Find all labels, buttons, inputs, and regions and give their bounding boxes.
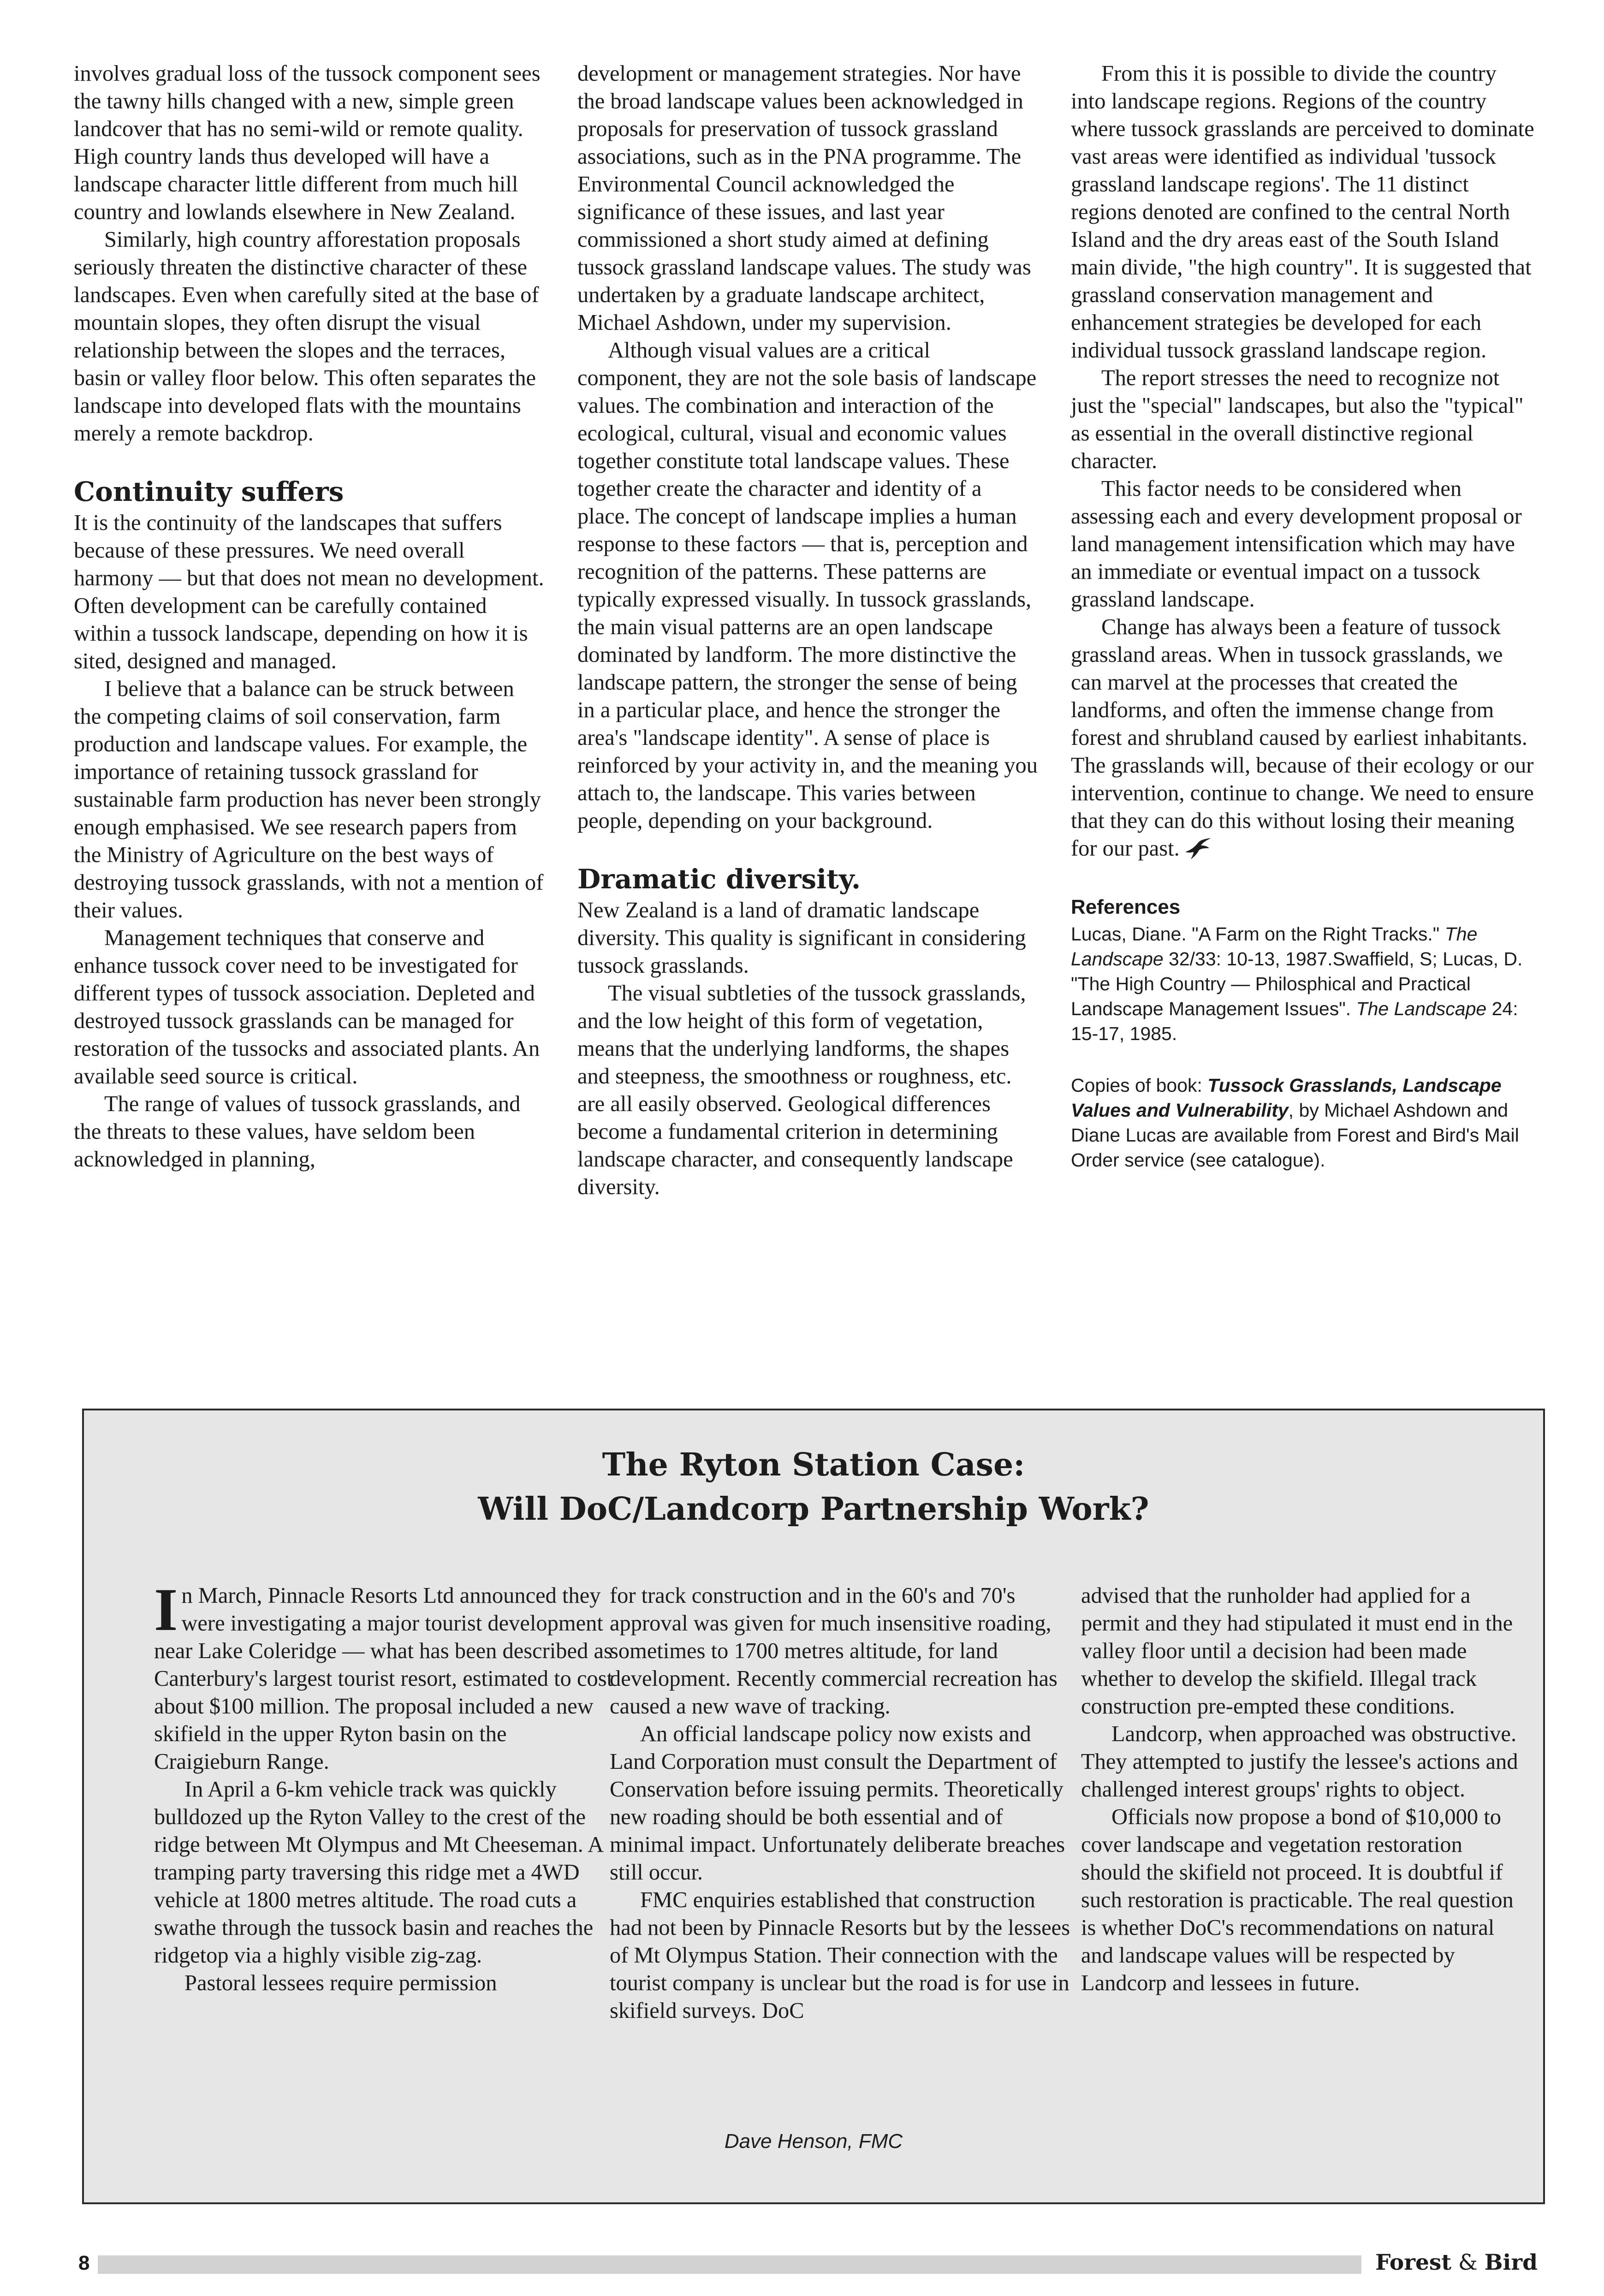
body-paragraph: This factor needs to be considered when assessing each and every development proposal or land management intensification which may have an immediate or eventual impact on a tussock grassland landscape. <box>1071 476 1522 612</box>
reference-entry: Lucas, Diane. "A Farm on the Right Tracks." The Landscape 32/33: 10-13, 1987.Swaffield, S; Lucas, D. "The High Country — Philosphical and Practical Landscape Management Issues". The Landscape 24: 15-17, 1985. <box>1071 923 1523 1044</box>
sidebar-column-2 <box>610 1582 1071 2025</box>
magazine-name: Forest & Bird <box>1375 2250 1538 2275</box>
sidebar-paragraph: for track construction and in the 60's and 70's approval was given for much insensitive roading, sometimes to 1700 metres altitude, for land development. Recently commercial recreation has caused a new wave of tracking. <box>610 1583 1057 1719</box>
sidebar-paragraph: In April a 6-km vehicle track was quickly bulldozed up the Ryton Valley to the crest of the ridge between Mt Olympus and Mt Cheeseman. A tramping party traversing this ridge met a 4WD vehicle at 1800 metres altitude. The road cuts a swathe through the tussock basin and reaches the ridgetop via a highly visible zig-zag. <box>154 1777 603 1968</box>
article-column-2 <box>577 60 1039 1201</box>
page-number: 8 <box>78 2252 90 2274</box>
body-paragraph: development or management strategies. Nor have the broad landscape values been acknowledged in proposals for preservation of tussock grassland associations, such as in the PNA programme. The Environmental Council acknowledged the significance of these issues, and last year commissioned a short study aimed at defining tussock grassland landscape values. The study was undertaken by a graduate landscape architect, Michael Ashdown, under my supervision. <box>577 61 1031 335</box>
sidebar-paragraph: An official landscape policy now exists and Land Corporation must consult the Department of Conservation before issuing permits. Theoretically new roading should be both essential and of minimal impact. Unfortunately deliberate breaches still occur. <box>610 1722 1065 1885</box>
body-paragraph: Management techniques that conserve and enhance tussock cover need to be investigated for different types of tussock association. Depleted and destroyed tussock grasslands can be managed for restoration of the tussocks and associated plants. An available seed source is critical. <box>74 926 540 1089</box>
sidebar-byline: Dave Henson, FMC <box>724 2130 903 2153</box>
sidebar-title <box>84 1443 1543 1531</box>
sidebar-paragraph: In March, Pinnacle Resorts Ltd announced they were investigating a major tourist development near Lake Coleridge — what has been described as Canterbury's largest tourist resort, estimated to cost about $100 million. The proposal included a new skifield in the upper Ryton basin on the Craigieburn Range. <box>154 1576 613 1774</box>
sidebar-paragraph: Landcorp, when approached was obstructive. They attempted to justify the lessee's actions and challenged interest groups' rights to object. <box>1081 1722 1518 1802</box>
body-paragraph <box>1071 613 1537 862</box>
sidebar-title-line-2: Will DoC/Landcorp Partnership Work? <box>478 1491 1149 1528</box>
body-paragraph: It is the continuity of the landscapes that suffers because of these pressures. We need overall harmony — but that does not mean no development. Often development can be carefully contained within a tussock landscape, depending on how it is sited, designed and managed. <box>74 511 544 673</box>
drop-cap: I <box>154 1576 178 1643</box>
body-paragraph: From this it is possible to divide the country into landscape regions. Regions of the country where tussock grasslands are perceived to dominate vast areas were identified as individual 'tussock grassland landscape regions'. The 11 distinct regions denoted are confined to the central North Island and the dry areas east of the South Island main divide, "the high country". It is suggested that grassland conservation management and enhancement strategies be developed for each individual tussock grassland landscape region. <box>1071 61 1534 363</box>
body-paragraph: Although visual values are a critical component, they are not the sole basis of landscape values. The combination and interaction of the ecological, cultural, visual and economic values together constitute total landscape values. These together create the character and identity of a place. The concept of landscape implies a human response to these factors — that is, perception and recognition of the patterns. These patterns are typically expressed visually. In tussock grasslands, the main visual patterns are an open landscape dominated by landform. The more distinctive the landscape pattern, the stronger the sense of being in a particular place, and hence the stronger the area's "landscape identity". A sense of place is reinforced by your activity in, and the meaning you attach to, the landscape. This varies between people, depending on your background. <box>577 338 1038 833</box>
article-column-1 <box>74 60 544 1173</box>
references-section <box>1071 895 1537 1172</box>
body-paragraph: The range of values of tussock grasslands, and the threats to these values, have seldom been acknowledged in planning, <box>74 1092 521 1172</box>
bird-silhouette-icon <box>1184 838 1212 859</box>
article-column-3 <box>1071 60 1537 1172</box>
subheading-continuity: Continuity suffers <box>74 476 344 507</box>
body-paragraph: The report stresses the need to recognize not just the "special" landscapes, but also the "typical" as essential in the overall distinctive regional character. <box>1071 366 1524 473</box>
sidebar-column-1 <box>154 1576 615 1997</box>
ryton-station-sidebar <box>82 1409 1545 2204</box>
sidebar-title-line-1: The Ryton Station Case: <box>602 1446 1025 1483</box>
sidebar-paragraph: advised that the runholder had applied for a permit and they had stipulated it must end in the valley floor until a decision had been made whether to develop the skifield. Illegal track construction pre-empted these conditions. <box>1081 1583 1513 1719</box>
body-paragraph: The visual subtleties of the tussock grasslands, and the low height of this form of vegetation, means that the underlying landforms, the shapes and steepness, the smoothness or roughness, etc. are all easily observed. Geological differences become a fundamental criterion in determining landscape character, and consequently landscape diversity. <box>577 981 1026 1199</box>
sidebar-paragraph: Pastoral lessees require permission <box>184 1971 497 1995</box>
body-paragraph: Similarly, high country afforestation proposals seriously threaten the distinctive character of these landscapes. Even when carefully sited at the base of mountain slopes, they often disrupt the visual relationship between the slopes and the terraces, basin or valley floor below. This often separates the landscape into developed flats with the mountains merely a remote backdrop. <box>74 227 539 446</box>
references-heading: References <box>1071 896 1181 918</box>
book-availability-note: Copies of book: Tussock Grasslands, Landscape Values and Vulnerability, by Michael Ashdown and Diane Lucas are available from Forest and Bird's Mail Order service (see catalogue). <box>1071 1075 1519 1171</box>
footer-rule <box>98 2255 1361 2274</box>
final-paragraph-text: Change has always been a feature of tussock grassland areas. When in tussock grasslands, we can marvel at the processes that created the landforms, and often the immense change from forest and shrubland caused by earliest inhabitants. The grasslands will, because of their ecology or our intervention, continue to change. We need to ensure that they can do this without losing their meaning for our past. <box>1071 615 1534 861</box>
body-paragraph: I believe that a balance can be struck between the competing claims of soil conservation, farm production and landscape values. For example, the importance of retaining tussock grassland for sustainable farm production has never been strongly enough emphasised. We see research papers from the Ministry of Agriculture on the best ways of destroying tussock grasslands, with not a mention of their values. <box>74 677 544 922</box>
body-paragraph: New Zealand is a land of dramatic landscape diversity. This quality is significant in considering tussock grasslands. <box>577 898 1026 978</box>
body-paragraph: involves gradual loss of the tussock component sees the tawny hills changed with a new, simple green landcover that has no semi-wild or remote quality. High country lands thus developed will have a landscape character little different from much hill country and lowlands elsewhere in New Zealand. <box>74 61 541 224</box>
subheading-diversity: Dramatic diversity. <box>577 863 861 895</box>
sidebar-paragraph: Officials now propose a bond of $10,000 to cover landscape and vegetation restoration should the skifield not proceed. It is doubtful if such restoration is practicable. The real question is whether DoC's recommendations on natural and landscape values will be respected by Landcorp and lessees in future. <box>1081 1805 1514 1995</box>
sidebar-paragraph: FMC enquiries established that construction had not been by Pinnacle Resorts but by the lessees of Mt Olympus Station. Their connection with the tourist company is unclear but the road is for use in skifield surveys. DoC <box>610 1888 1070 2023</box>
sidebar-column-3 <box>1081 1582 1519 1997</box>
